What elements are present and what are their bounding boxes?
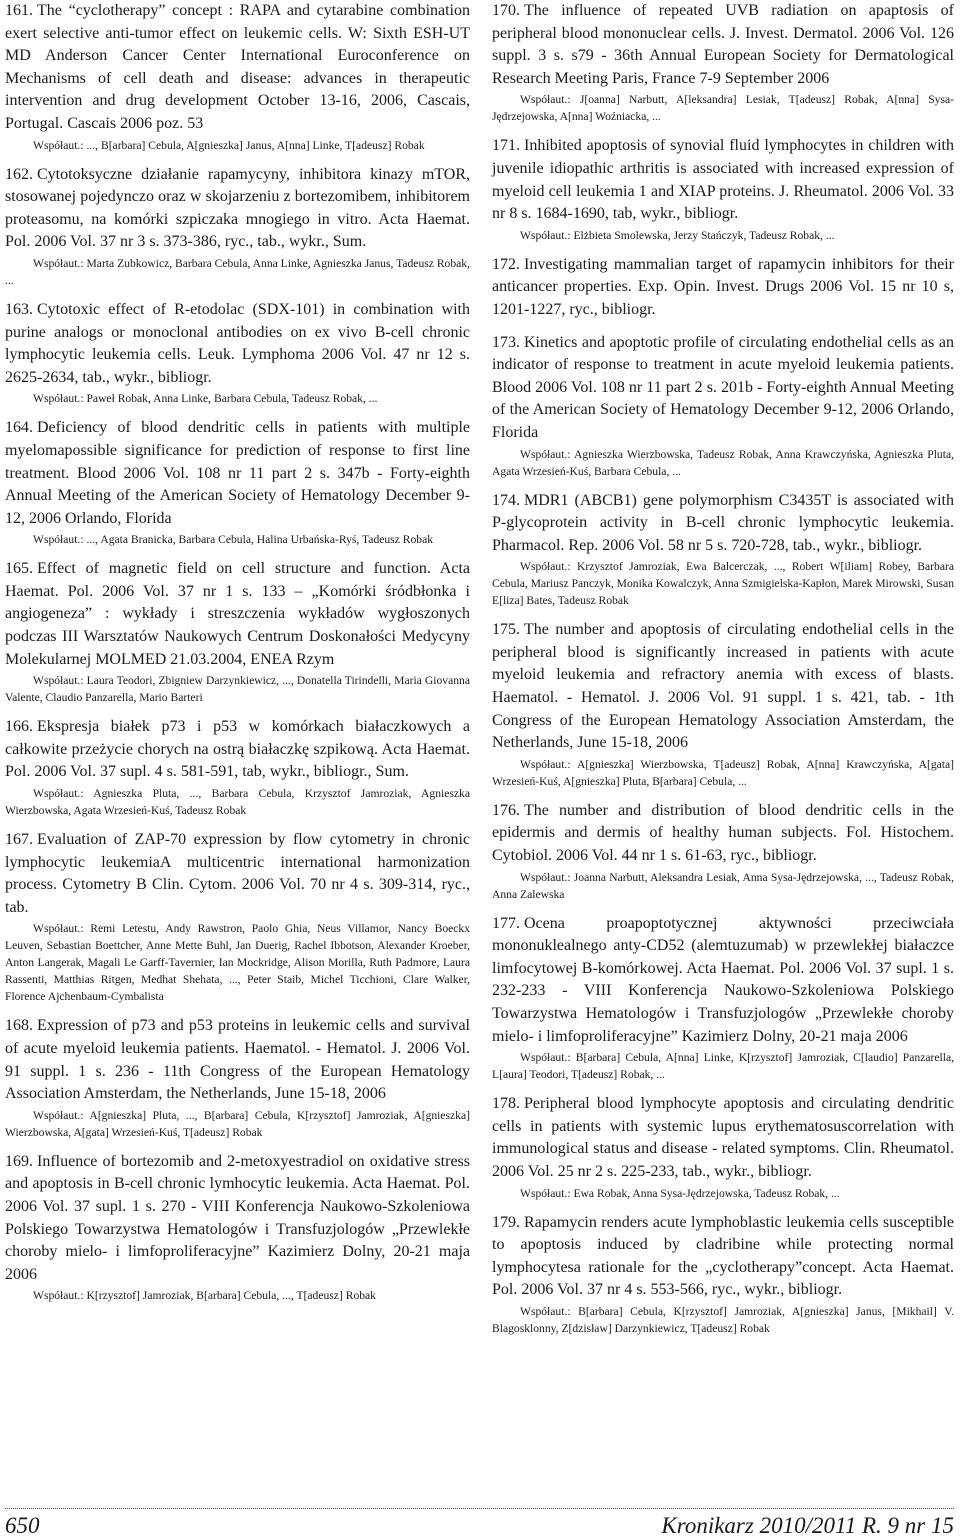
left-column (5, 0, 470, 1304)
bibliography-entry (492, 800, 954, 903)
bibliography-entry (5, 0, 470, 154)
entry-citation: The “cyclotherapy” concept : RAPA and cytarabine combination exert selective anti-tumor effect on leukemic cells. W: Sixth ESH-UT MD Anderson Cancer Center International Euroconference on Mechanisms of cell death and disease: advances in therapeutic intervention and drug development October 13-16, 2006, Cascais, Portugal. Cascais 2006 poz. 53 (5, 2, 470, 132)
entry-text (5, 164, 470, 254)
coauthors (5, 255, 470, 289)
entry-citation: Ocena proapoptotycznej aktywności przeciwciała mononuklealnego anty-CD52 (alemtuzumab) w przewlekłej białaczce limfocytowej B-komórkowej. Acta Haemat. Pol. 2006 Vol. 37 supl. 1 s. 232-233 - VIII Konferencja Naukowo-Szkoleniowa Polskiego Towarzystwa Hematologów i Transfuzjologów „Przewlekłe choroby mielo- i limfoproliferacyjne” Kazimierz Dolny, 20-21 maja 2006 (492, 914, 954, 1045)
entry-citation: The number and distribution of blood dendritic cells in the epidermis and dermis of healthy human subjects. Fol. Histochem. Cytobiol. 2006 Vol. 44 nr 1 s. 61-63, ryc., bibliogr. (492, 801, 954, 865)
coauthors-label: Współaut.: (33, 256, 84, 270)
coauthors-list: Ewa Robak, Anna Sysa-Jędrzejowska, Tadeusz Robak, ... (573, 1186, 840, 1200)
coauthors-label: Współaut.: (520, 1304, 571, 1318)
coauthors (5, 920, 470, 1005)
coauthors-label: Współaut.: (520, 447, 571, 461)
coauthors-list: B[arbara] Cebula, A[nna] Linke, K[rzysztof] Jamroziak, C[laudio] Panzarella, L[aura] Teodori, T[adeusz] Robak, ... (492, 1051, 954, 1082)
coauthors-list: A[gnieszka] Pluta, ..., B[arbara] Cebula, K[rzysztof] Jamroziak, A[gnieszka] Wierzbowska, A[gata] Wrzesień-Kuś, T[adeusz] Robak (5, 1108, 470, 1139)
coauthors-list: K[rzysztof] Jamroziak, B[arbara] Cebula, ..., T[adeusz] Robak (86, 1289, 376, 1303)
bibliography-entry (492, 913, 954, 1084)
entry-citation: Deficiency of blood dendritic cells in patients with multiple myelomapossible significance for prediction of response to first line treatment. Blood 2006 Vol. 108 nr 11 part 2 s. 347b - Forty-eighth Annual Meeting of the American Society of Hematology December 9-12, 2006 Orlando, Florida (5, 419, 470, 527)
bibliography-entry (492, 0, 954, 125)
coauthors-list: ..., B[arbara] Cebula, A[gnieszka] Janus, A[nna] Linke, T[adeusz] Robak (86, 138, 425, 152)
entry-citation: Peripheral blood lymphocyte apoptosis and circulating dendritic cells in patients with systemic lupus erythematosuscorrelation with immunological status and disease - related symptoms. Clin. Rheumatol. 2006 Vol. 25 nr 2 s. 225-233, tab., wykr., bibliogr. (492, 1095, 954, 1180)
coauthors (492, 756, 954, 790)
entry-number: 169. (5, 1152, 33, 1170)
journal-title: Kronikarz 2010/2011 R. 9 nr 15 (661, 1513, 954, 1538)
entry-number: 165. (5, 560, 33, 578)
coauthors-label: Współaut.: (33, 392, 84, 406)
coauthors (492, 446, 954, 480)
coauthors-label: Współaut.: (520, 560, 571, 574)
entry-text (5, 1151, 470, 1287)
coauthors-list: Joanna Narbutt, Aleksandra Lesiak, Anna Sysa-Jędrzejowska, ..., Tadeusz Robak, Anna Zalewska (492, 870, 954, 901)
coauthors-label: Współaut.: (520, 1186, 571, 1200)
coauthors-label: Współaut.: (33, 787, 84, 801)
entry-citation: Effect of magnetic field on cell structure and function. Acta Haemat. Pol. 2006 Vol. 37 nr 1 s. 133 – „Komórki śródbłonka i angiogeneza” : wykłady i streszczenia wykładów wygłoszonych podczas III Warsztatów Naukowych Centrum Doskonałości Medycyny Molekularnej MOLMED 21.03.2004, ENEA Rzym (5, 560, 470, 668)
entry-text (5, 417, 470, 530)
footer-divider (5, 1508, 954, 1509)
entry-number: 178. (492, 1095, 520, 1113)
coauthors (5, 137, 470, 154)
bibliography-entry (492, 1212, 954, 1337)
right-column (492, 0, 954, 1337)
coauthors (492, 558, 954, 609)
bibliography-entry (5, 1151, 470, 1305)
entry-text (492, 254, 954, 322)
coauthors-label: Współaut.: (33, 1289, 84, 1303)
entry-text (5, 716, 470, 784)
coauthors-list: A[gnieszka] Wierzbowska, T[adeusz] Robak, A[nna] Krawczyńska, A[gata] Wrzesień-Kuś, A[gnieszka] Pluta, B[arbara] Cebula, ... (492, 757, 954, 788)
coauthors (5, 390, 470, 407)
coauthors-label: Współaut.: (33, 922, 84, 936)
entry-text (492, 332, 954, 445)
bibliography-entry (5, 164, 470, 289)
entry-number: 168. (5, 1017, 33, 1035)
entry-number: 167. (5, 831, 33, 849)
coauthors-list: Elżbieta Smolewska, Jerzy Stańczyk, Tadeusz Robak, ... (573, 228, 835, 242)
coauthors (5, 531, 470, 548)
page-footer (0, 1500, 960, 1537)
bibliography-entry (5, 716, 470, 819)
entry-text (5, 558, 470, 671)
coauthors (492, 1303, 954, 1337)
entry-citation: Rapamycin renders acute lymphoblastic leukemia cells susceptible to apoptosis induced by cladribine while protecting normal lymphocytesa rationale for the „cyclotherapy”concept. Acta Haemat. Pol. 2006 Vol. 37 nr 4 s. 553-566, ryc., wykr., bibliogr. (492, 1213, 954, 1299)
coauthors-list: Remi Letestu, Andy Rawstron, Paolo Ghia, Neus Villamor, Nancy Boeckx Leuven, Sebastian Boettcher, Anne Mette Buhl, Jan Duerig, Rachel Ibbotson, Alexander Kroeber, Anton Langerak, Magali Le Garff-Tavernier, Ian Mockridge, Alison Morilla, Ruth Padmore, Laura Rassenti, Matthias Ritgen, Medhat Shehata, ..., Peter Staib, Michel Ticchioni, Clare Walker, Florence Ajchenbaum-Cymbalista (5, 922, 470, 1004)
entry-text (5, 0, 470, 136)
entry-number: 174. (492, 491, 520, 509)
entry-citation: Cytotoksyczne działanie rapamycyny, inhibitora kinazy mTOR, stosowanej pojedynczo oraz w skojarzeniu z bortezomibem, inhibitorem proteasomu, na komórki szpiczaka mnogiego in vitro. Acta Haemat. Pol. 2006 Vol. 37 nr 3 s. 373-386, ryc., tab., wykr., Sum. (5, 165, 470, 251)
entry-text (5, 829, 470, 919)
coauthors (5, 785, 470, 819)
bibliography-entry (5, 1015, 470, 1140)
entry-number: 170. (492, 2, 520, 19)
entry-number: 179. (492, 1213, 520, 1231)
bibliography-entry (492, 490, 954, 610)
bibliography-entry (492, 332, 954, 480)
coauthors-list: Agnieszka Pluta, ..., Barbara Cebula, Krzysztof Jamroziak, Agnieszka Wierzbowska, Agata Wrzesień-Kuś, Tadeusz Robak (5, 787, 470, 818)
bibliography-entry (5, 558, 470, 706)
entry-text (492, 0, 954, 90)
entry-text (5, 1015, 470, 1105)
coauthors-label: Współaut.: (520, 870, 571, 884)
coauthors-list: Laura Teodori, Zbigniew Darzynkiewicz, ..., Donatella Tirindelli, Maria Giovanna Valente, Claudio Panzarella, Mario Barteri (5, 674, 470, 705)
entry-citation: Investigating mammalian target of rapamycin inhibitors for their anticancer properties. Exp. Opin. Invest. Drugs 2006 Vol. 15 nr 10 s, 1201-1227, ryc., bibliogr. (492, 255, 954, 318)
entry-text (492, 490, 954, 558)
entry-number: 162. (5, 165, 33, 183)
coauthors (492, 1185, 954, 1202)
coauthors-list: B[arbara] Cebula, K[rzysztof] Jamroziak, A[gnieszka] Janus, [Mikhail] V. Blagosklonny, Z[dzisław] Darzynkiewicz, T[adeusz] Robak (492, 1304, 954, 1335)
entry-text (492, 135, 954, 225)
coauthors (5, 672, 470, 706)
entry-text (5, 299, 470, 389)
coauthors-list: Agnieszka Wierzbowska, Tadeusz Robak, Anna Krawczyńska, Agnieszka Pluta, Agata Wrzesień-Kuś, Barbara Cebula, ... (492, 447, 954, 478)
entry-text (492, 1212, 954, 1302)
entry-citation: Cytotoxic effect of R-etodolac (SDX-101) in combination with purine analogs or monoclonal antibodies on ex vivo B-cell chronic lymphocytic leukemia cells. Leuk. Lymphoma 2006 Vol. 47 nr 12 s. 2625-2634, tab., wykr., bibliogr. (5, 300, 470, 386)
coauthors (5, 1107, 470, 1141)
entry-citation: Ekspresja białek p73 i p53 w komórkach białaczkowych a całkowite przeżycie chorych na ostrą białaczkę szpikową. Acta Haemat. Pol. 2006 Vol. 37 supl. 4 s. 581-591, tab, wykr., bibliogr., Sum. (5, 718, 470, 781)
entry-number: 171. (492, 137, 520, 155)
coauthors-list: J[oanna] Narbutt, A[leksandra] Lesiak, T[adeusz] Robak, A[nna] Sysa-Jędrzejowska, A[nna] Woźniacka, ... (492, 93, 954, 124)
coauthors-label: Współaut.: (33, 138, 84, 152)
coauthors (5, 1287, 470, 1304)
coauthors (492, 91, 954, 125)
coauthors-list: Krzysztof Jamroziak, Ewa Balcerczak, ..., Robert W[iliam] Robey, Barbara Cebula, Mariusz Panczyk, Monika Kowalczyk, Anna Szmigielska-Kapłon, Marek Mirowski, Susan E[liza] Bates, Tadeusz Robak (492, 560, 954, 608)
entry-citation: Kinetics and apoptotic profile of circulating endothelial cells as an indicator of response to treatment in acute myeloid leukemia patients. Blood 2006 Vol. 108 nr 11 part 2 s. 201b - Forty-eighth Annual Meeting of the American Society of Hematology December 9-12, 2006 Orlando, Florida (492, 333, 954, 441)
entry-citation: MDR1 (ABCB1) gene polymorphism C3435T is associated with P-glycoprotein activity in B-cell chronic lymphocytic leukemia. Pharmacol. Rep. 2006 Vol. 58 nr 5 s. 720-728, tab., wykr., bibliogr. (492, 491, 954, 554)
page-number: 650 (5, 1513, 40, 1538)
entry-citation: The number and apoptosis of circulating endothelial cells in the peripheral blood is significantly increased in patients with acute myeloid leukemia and refractory anemia with excess of blasts. Haematol. - Hematol. J. 2006 Vol. 91 suppl. 1 s. 421, tab. - 1th Congress of the European Hematology Association Amsterdam, the Netherlands, June 15-18, 2006 (492, 621, 954, 752)
coauthors-list: Paweł Robak, Anna Linke, Barbara Cebula, Tadeusz Robak, ... (86, 392, 378, 406)
coauthors-list: ..., Agata Branicka, Barbara Cebula, Halina Urbańska-Ryś, Tadeusz Robak (86, 533, 434, 547)
entry-text (492, 1093, 954, 1183)
bibliography-entry (5, 417, 470, 548)
entry-citation: Evaluation of ZAP-70 expression by flow cytometry in chronic lymphocytic leukemiaA multicentric international harmonization process. Cytometry B Clin. Cytom. 2006 Vol. 70 nr 4 s. 309-314, ryc., tab. (5, 831, 470, 916)
bibliography-entry (5, 299, 470, 407)
bibliography-entry (492, 1093, 954, 1201)
bibliography-entry (5, 829, 470, 1005)
entry-number: 164. (5, 419, 33, 437)
entry-number: 172. (492, 255, 520, 273)
entry-citation: Inhibited apoptosis of synovial fluid lymphocytes in children with juvenile idiopathic arthritis is associated with increased expression of myeloid cell leukemia 1 and XIAP proteins. J. Rheumatol. 2006 Vol. 33 nr 8 s. 1684-1690, tab, wykr., bibliogr. (492, 137, 954, 223)
coauthors-label: Współaut.: (520, 93, 571, 107)
entry-citation: The influence of repeated UVB radiation on apaptosis of peripheral blood mononuclear cells. J. Invest. Dermatol. 2006 Vol. 126 suppl. 3 s. s79 - 36th Annual European Society for Dermatological Research Meeting Paris, France 7-9 September 2006 (492, 2, 954, 87)
entry-number: 177. (492, 914, 520, 932)
entry-number: 173. (492, 333, 520, 351)
coauthors-label: Współaut.: (33, 674, 84, 688)
coauthors-label: Współaut.: (520, 1051, 571, 1065)
entry-citation: Influence of bortezomib and 2-metoxyestradiol on oxidative stress and apoptosis in B-cell chronic lymhocytic leukemia. Acta Haemat. Pol. 2006 Vol. 37 supl. 1 s. 270 - VIII Konferencja Naukowo-Szkoleniowa Polskiego Towarzystwa Hematologów i Transfuzjologów „Przewlekłe choroby mielo- i limfoproliferacyjne” Kazimierz Dolny, 20-21 maja 2006 (5, 1152, 470, 1283)
entry-number: 161. (5, 2, 33, 19)
coauthors (492, 1049, 954, 1083)
bibliography-entry (492, 619, 954, 790)
coauthors-label: Współaut.: (520, 757, 571, 771)
coauthors-label: Współaut.: (33, 1108, 84, 1122)
coauthors-label: Współaut.: (520, 228, 571, 242)
entry-text (492, 619, 954, 755)
bibliography-entry (492, 254, 954, 322)
entry-number: 163. (5, 300, 33, 318)
entry-citation: Expression of p73 and p53 proteins in leukemic cells and survival of acute myeloid leukemia patients. Haematol. - Hematol. J. 2006 Vol. 91 suppl. 1 s. 236 - 11th Congress of the European Hematology Association Amsterdam, the Netherlands, June 15-18, 2006 (5, 1017, 470, 1103)
entry-number: 175. (492, 621, 520, 639)
coauthors-label: Współaut.: (33, 533, 84, 547)
entry-number: 176. (492, 801, 520, 819)
entry-text (492, 913, 954, 1049)
entry-number: 166. (5, 718, 33, 736)
coauthors-list: Marta Zubkowicz, Barbara Cebula, Anna Linke, Agnieszka Janus, Tadeusz Robak, ... (5, 256, 470, 287)
entry-text (492, 800, 954, 868)
bibliography-entry (492, 135, 954, 243)
coauthors (492, 869, 954, 903)
coauthors (492, 227, 954, 244)
